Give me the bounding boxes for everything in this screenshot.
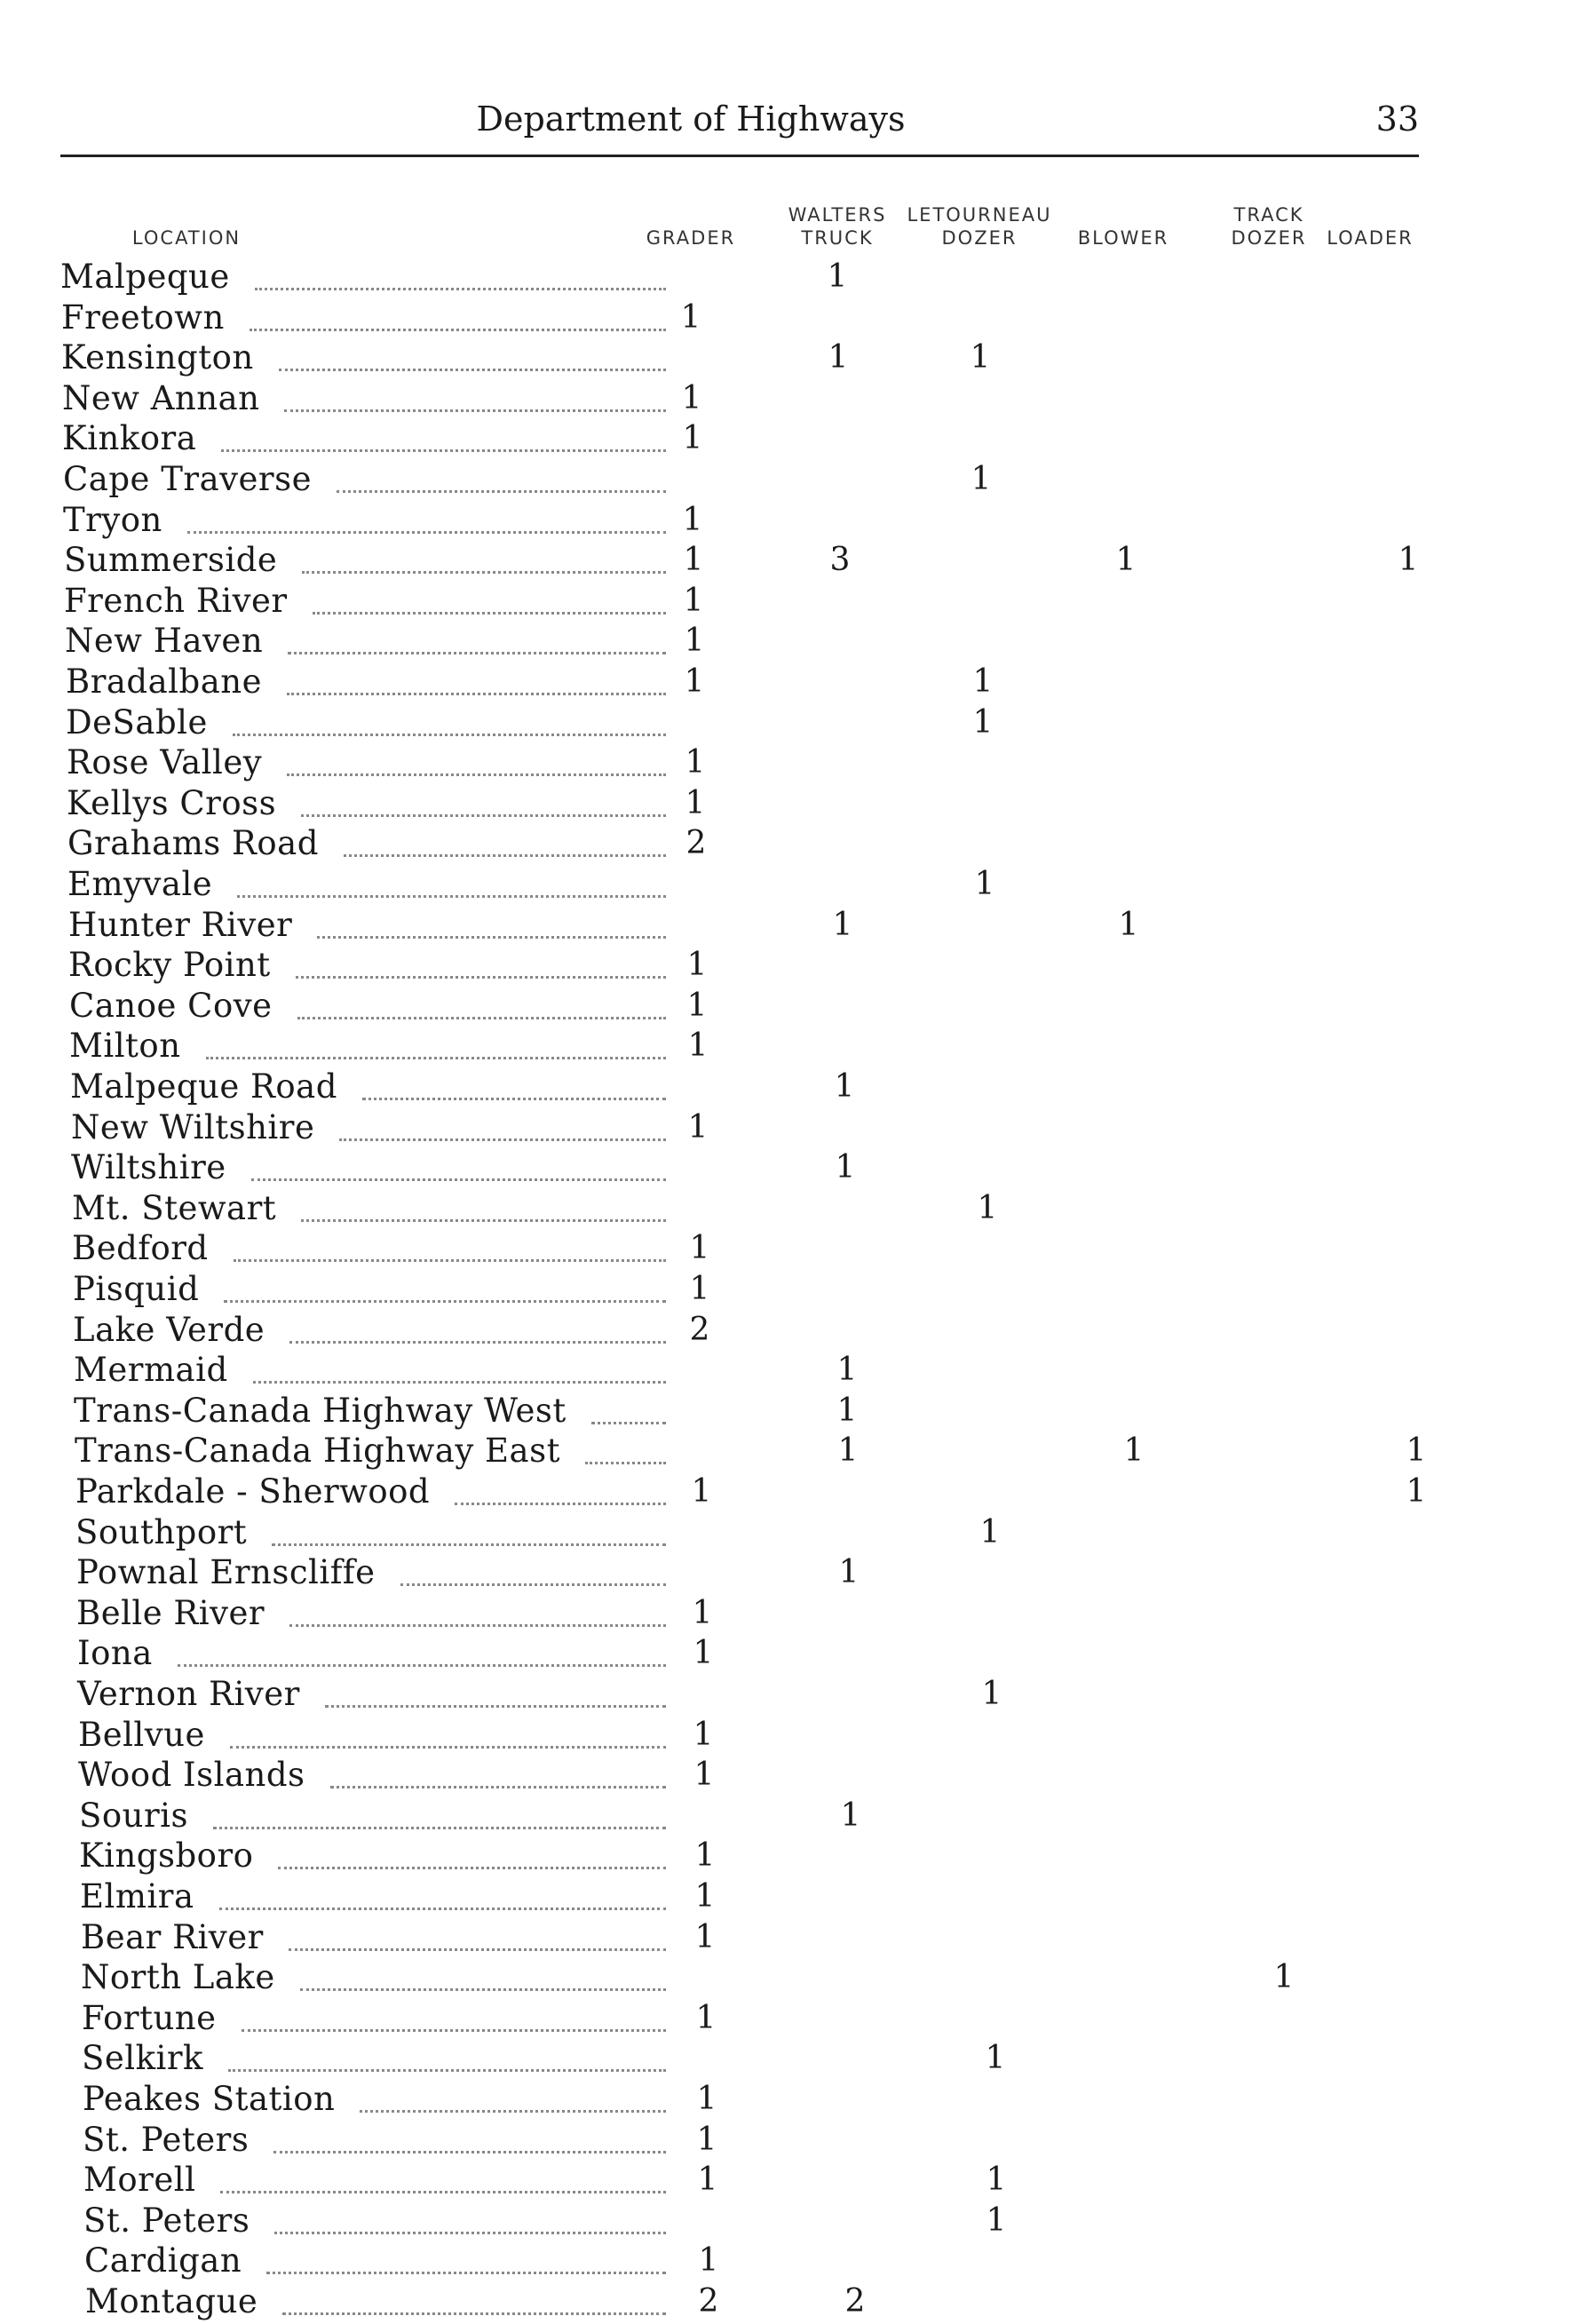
dot-leader xyxy=(272,1526,666,1546)
count-walters-truck: 2 xyxy=(844,2283,866,2320)
dot-leader xyxy=(279,351,666,371)
table-row xyxy=(0,662,1577,702)
dot-leader xyxy=(282,2295,666,2315)
dot-leader xyxy=(255,270,666,290)
dot-leader xyxy=(302,553,666,574)
table-row xyxy=(0,784,1577,823)
dot-leader xyxy=(455,1485,666,1505)
table-row xyxy=(0,1836,1577,1876)
count-grader: 1 xyxy=(682,502,703,538)
dot-leader xyxy=(360,2092,666,2113)
table-row xyxy=(0,2039,1577,2078)
dot-leader xyxy=(230,1728,666,1749)
dot-leader xyxy=(273,2133,666,2153)
count-letourneau-dozer: 1 xyxy=(972,663,994,700)
location-name: New Haven xyxy=(65,622,264,660)
table-row xyxy=(0,1594,1577,1633)
column-header-track-dozer xyxy=(1211,203,1327,250)
column-header-line: TRUCK xyxy=(801,227,874,249)
table-row xyxy=(0,1108,1577,1147)
column-header-line: DOZER xyxy=(941,227,1018,249)
table-row xyxy=(0,1270,1577,1309)
dot-leader xyxy=(234,1241,666,1262)
location-name: Pownal Ernscliffe xyxy=(76,1553,376,1591)
column-header-location xyxy=(107,226,266,250)
count-grader: 1 xyxy=(685,744,706,781)
location-name: Peakes Station xyxy=(83,2080,336,2118)
column-header-line: BLOWER xyxy=(1077,227,1169,249)
table-row xyxy=(0,2241,1577,2280)
column-header-line: WALTERS xyxy=(788,204,887,226)
count-grader: 1 xyxy=(693,1717,714,1753)
dot-leader xyxy=(253,1363,666,1384)
location-name: Tryon xyxy=(63,501,162,539)
location-name: Summerside xyxy=(64,541,278,579)
location-name: Mt. Stewart xyxy=(72,1189,277,1227)
table-row xyxy=(0,1311,1577,1350)
table-row xyxy=(0,824,1577,863)
table-row xyxy=(0,703,1577,742)
count-grader: 1 xyxy=(694,1837,716,1874)
count-letourneau-dozer: 1 xyxy=(974,866,995,902)
location-name: Emyvale xyxy=(67,865,213,903)
location-name: Kingsboro xyxy=(79,1836,254,1875)
count-grader: 1 xyxy=(689,1230,710,1266)
location-name: Bedford xyxy=(72,1229,209,1267)
count-track-dozer: 1 xyxy=(1273,1959,1295,1995)
count-grader: 1 xyxy=(693,1757,715,1793)
location-name: Milton xyxy=(69,1027,181,1065)
dot-leader xyxy=(221,432,666,452)
table-row xyxy=(0,1067,1577,1106)
count-letourneau-dozer: 1 xyxy=(979,1514,1001,1551)
table-row xyxy=(0,1553,1577,1592)
location-name: Hunter River xyxy=(68,906,293,944)
table-row xyxy=(0,1513,1577,1552)
dot-leader xyxy=(206,1039,666,1059)
dot-leader xyxy=(339,1121,666,1141)
location-name: Rose Valley xyxy=(67,743,263,781)
location-name: Elmira xyxy=(80,1877,194,1916)
dot-leader xyxy=(250,311,666,331)
table-row xyxy=(0,1877,1577,1916)
column-header-line: LOCATION xyxy=(131,227,242,249)
table-row xyxy=(0,582,1577,621)
table-row xyxy=(0,865,1577,904)
dot-leader xyxy=(266,2254,666,2274)
count-grader: 1 xyxy=(681,380,702,416)
dot-leader xyxy=(219,1890,666,1910)
count-grader: 1 xyxy=(680,299,701,336)
column-header-loader xyxy=(1317,226,1423,250)
dot-leader xyxy=(301,797,666,817)
dot-leader xyxy=(297,999,666,1019)
table-row xyxy=(0,1958,1577,1997)
dot-leader xyxy=(242,2011,666,2032)
location-name: Lake Verde xyxy=(73,1311,265,1349)
running-head xyxy=(60,99,1419,153)
dot-leader xyxy=(288,634,666,654)
dot-leader xyxy=(289,1606,666,1627)
table-row xyxy=(0,1432,1577,1471)
count-walters-truck: 1 xyxy=(828,339,849,376)
count-grader: 1 xyxy=(684,623,705,659)
location-name: Malpeque Road xyxy=(70,1067,337,1106)
table-row xyxy=(0,2121,1577,2160)
table-row xyxy=(0,258,1577,297)
dot-leader xyxy=(289,1323,666,1344)
count-walters-truck: 1 xyxy=(838,1554,860,1590)
dot-leader xyxy=(362,1080,666,1100)
table-row xyxy=(0,1634,1577,1673)
location-name: Rocky Point xyxy=(68,946,271,984)
table-row xyxy=(0,460,1577,499)
count-grader: 1 xyxy=(696,2122,717,2158)
table-row xyxy=(0,1472,1577,1511)
location-name: Bear River xyxy=(81,1918,264,1956)
count-letourneau-dozer: 1 xyxy=(981,1676,1002,1712)
column-header-blower xyxy=(1070,226,1177,250)
table-row xyxy=(0,541,1577,580)
table-row xyxy=(0,1797,1577,1836)
column-header-line: TRACK xyxy=(1233,204,1304,226)
column-header-line: GRADER xyxy=(646,227,736,249)
table-row xyxy=(0,1756,1577,1795)
dot-leader xyxy=(220,2173,666,2193)
dot-leader xyxy=(330,1768,666,1789)
location-name: French River xyxy=(64,582,288,620)
dot-leader xyxy=(233,716,666,736)
location-name: Selkirk xyxy=(82,2039,203,2077)
page-number: 33 xyxy=(1375,99,1419,139)
dot-leader xyxy=(344,837,666,857)
count-grader: 1 xyxy=(695,2000,717,2036)
dot-leader xyxy=(278,1849,666,1869)
count-loader: 1 xyxy=(1406,1473,1427,1510)
table-row xyxy=(0,338,1577,377)
count-walters-truck: 1 xyxy=(837,1432,859,1469)
location-name: St. Peters xyxy=(83,2201,250,2240)
location-name: Wood Islands xyxy=(78,1756,305,1794)
dot-leader xyxy=(213,1809,666,1829)
count-letourneau-dozer: 1 xyxy=(985,2040,1006,2076)
count-walters-truck: 1 xyxy=(834,1068,855,1105)
count-walters-truck: 1 xyxy=(827,258,848,295)
dot-leader xyxy=(585,1444,666,1464)
table-row xyxy=(0,1351,1577,1390)
count-grader: 1 xyxy=(687,1109,709,1146)
count-grader: 1 xyxy=(682,420,703,456)
count-grader: 1 xyxy=(689,1271,710,1307)
table-row xyxy=(0,2161,1577,2200)
location-name: Bradalbane xyxy=(66,662,262,701)
count-blower: 1 xyxy=(1118,907,1139,943)
count-grader: 1 xyxy=(694,1878,716,1915)
count-grader: 1 xyxy=(693,1635,714,1671)
count-grader: 1 xyxy=(683,542,704,578)
count-walters-truck: 1 xyxy=(840,1797,861,1834)
count-grader: 1 xyxy=(698,2242,719,2279)
table-row xyxy=(0,1999,1577,2038)
location-name: Montague xyxy=(85,2282,258,2320)
count-walters-truck: 1 xyxy=(836,1392,858,1429)
location-name: New Annan xyxy=(62,379,260,417)
column-header-line: LOADER xyxy=(1327,227,1414,249)
count-grader: 1 xyxy=(686,947,708,983)
location-name: Freetown xyxy=(61,298,225,337)
dot-leader xyxy=(284,392,666,412)
table-row xyxy=(0,946,1577,985)
count-grader: 1 xyxy=(697,2161,718,2198)
dot-leader xyxy=(325,1687,666,1708)
location-name: Kellys Cross xyxy=(67,784,277,822)
location-name: Canoe Cove xyxy=(69,987,273,1025)
dot-leader xyxy=(178,1646,666,1667)
column-header-line: DOZER xyxy=(1231,227,1307,249)
table-row xyxy=(0,501,1577,540)
location-name: Bellvue xyxy=(78,1716,205,1754)
table-row xyxy=(0,1675,1577,1714)
dot-leader xyxy=(337,472,666,493)
count-blower: 1 xyxy=(1115,542,1137,578)
location-name: Kinkora xyxy=(62,419,197,457)
location-name: Mermaid xyxy=(74,1351,228,1389)
location-name: Belle River xyxy=(76,1594,265,1632)
table-row xyxy=(0,2080,1577,2119)
count-grader: 2 xyxy=(685,825,707,861)
location-name: New Wiltshire xyxy=(71,1108,315,1146)
table-row xyxy=(0,987,1577,1026)
dot-leader xyxy=(274,2214,666,2234)
location-name: Cardigan xyxy=(84,2241,242,2280)
table-row xyxy=(0,298,1577,337)
count-grader: 1 xyxy=(692,1595,713,1631)
table-row xyxy=(0,1027,1577,1066)
table-row xyxy=(0,622,1577,661)
table-row xyxy=(0,2201,1577,2241)
dot-leader xyxy=(237,877,666,898)
dot-leader xyxy=(228,2051,666,2072)
location-name: Wiltshire xyxy=(71,1148,226,1186)
location-name: Vernon River xyxy=(77,1675,300,1713)
table-row xyxy=(0,379,1577,418)
location-name: Kensington xyxy=(61,338,254,377)
dot-leader xyxy=(591,1404,666,1424)
count-grader: 1 xyxy=(691,1473,712,1510)
dot-leader xyxy=(251,1161,666,1181)
table-row xyxy=(0,743,1577,782)
dot-leader xyxy=(224,1282,666,1303)
count-letourneau-dozer: 1 xyxy=(986,2161,1007,2198)
count-walters-truck: 3 xyxy=(829,542,851,578)
count-letourneau-dozer: 1 xyxy=(977,1190,998,1226)
count-blower: 1 xyxy=(1123,1432,1145,1469)
count-walters-truck: 1 xyxy=(832,907,853,943)
dot-leader xyxy=(301,1202,666,1222)
location-name: DeSable xyxy=(66,703,208,742)
table-row xyxy=(0,419,1577,458)
location-name: Trans-Canada Highway East xyxy=(75,1432,560,1470)
table-row xyxy=(0,1229,1577,1268)
count-letourneau-dozer: 1 xyxy=(970,339,991,376)
table-row xyxy=(0,1716,1577,1755)
table-row xyxy=(0,1918,1577,1957)
count-loader: 1 xyxy=(1406,1432,1427,1469)
table-row xyxy=(0,1392,1577,1431)
count-grader: 1 xyxy=(684,663,705,700)
location-name: Parkdale - Sherwood xyxy=(75,1472,431,1511)
count-letourneau-dozer: 1 xyxy=(971,461,992,497)
table-row xyxy=(0,2282,1577,2321)
dot-leader xyxy=(187,513,666,534)
location-name: Cape Traverse xyxy=(63,460,313,498)
dot-leader xyxy=(313,594,666,615)
count-loader: 1 xyxy=(1398,542,1419,578)
location-name: North Lake xyxy=(81,1958,275,1996)
location-name: Grahams Road xyxy=(67,824,319,862)
count-grader: 2 xyxy=(689,1312,710,1348)
table-row xyxy=(0,906,1577,945)
dot-leader xyxy=(287,675,666,695)
count-walters-truck: 1 xyxy=(836,1352,858,1388)
count-grader: 2 xyxy=(698,2283,719,2320)
dot-leader xyxy=(287,756,666,776)
table-row xyxy=(0,1189,1577,1228)
location-name: Fortune xyxy=(82,1999,217,2037)
count-grader: 1 xyxy=(686,988,708,1024)
column-header-line: LETOURNEAU xyxy=(907,204,1052,226)
location-name: Morell xyxy=(83,2161,196,2199)
dot-leader xyxy=(296,958,666,979)
location-name: Malpeque xyxy=(60,258,230,296)
location-name: Iona xyxy=(77,1634,153,1672)
count-grader: 1 xyxy=(683,583,704,619)
location-name: St. Peters xyxy=(83,2121,250,2159)
dot-leader xyxy=(317,918,666,939)
count-grader: 1 xyxy=(687,1027,709,1064)
location-name: Trans-Canada Highway West xyxy=(74,1392,567,1430)
column-header-letourneau-dozer xyxy=(882,203,1077,250)
table-row xyxy=(0,1148,1577,1187)
count-grader: 1 xyxy=(694,1919,716,1955)
header-rule xyxy=(60,155,1419,157)
location-name: Southport xyxy=(75,1513,248,1551)
count-letourneau-dozer: 1 xyxy=(986,2202,1007,2239)
dot-leader xyxy=(289,1931,666,1951)
count-walters-truck: 1 xyxy=(835,1149,856,1186)
count-grader: 1 xyxy=(685,785,706,821)
page-title: Department of Highways xyxy=(476,99,906,139)
location-name: Pisquid xyxy=(73,1270,200,1308)
dot-leader xyxy=(300,1971,666,1991)
location-name: Souris xyxy=(79,1797,188,1835)
count-letourneau-dozer: 1 xyxy=(972,704,994,741)
dot-leader xyxy=(400,1566,666,1586)
column-header-grader xyxy=(638,226,744,250)
count-grader: 1 xyxy=(696,2081,717,2117)
